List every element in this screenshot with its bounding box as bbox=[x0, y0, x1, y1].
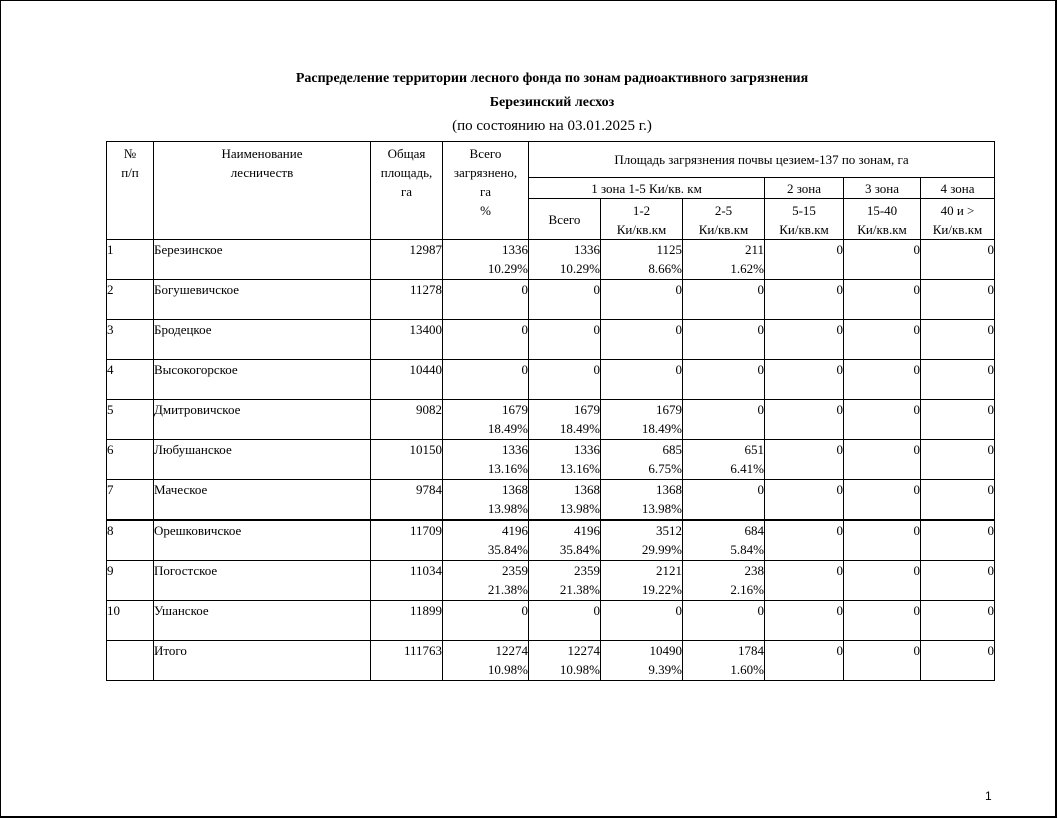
cell-z4: 0 bbox=[921, 601, 995, 641]
cell-total-value: 2359 bbox=[502, 563, 528, 578]
cell-total-value: 1336 bbox=[502, 442, 528, 457]
table-row bbox=[107, 240, 995, 280]
cell-area: 10440 bbox=[371, 360, 443, 400]
cell-z2: 0 bbox=[765, 280, 844, 320]
table-row bbox=[107, 641, 995, 681]
cell-z1-all-value: 0 bbox=[593, 322, 600, 337]
header-name bbox=[154, 142, 371, 240]
cell-z1-b-percent: 1.62% bbox=[730, 261, 764, 276]
header-zone3: 3 зона bbox=[844, 178, 921, 199]
table-row bbox=[107, 561, 995, 601]
cell-z1-all bbox=[529, 601, 601, 641]
cell-z1-a-percent: 13.98% bbox=[641, 501, 682, 516]
cell-z1-b-value: 0 bbox=[757, 282, 764, 297]
cell-num: 10 bbox=[107, 601, 154, 641]
cell-z1-a-percent: 6.75% bbox=[648, 461, 682, 476]
cell-area: 13400 bbox=[371, 320, 443, 360]
cell-z1-a bbox=[601, 641, 683, 681]
cell-z1-b bbox=[683, 561, 765, 601]
cell-z1-all-percent: 21.38% bbox=[559, 582, 600, 597]
cell-z1-all-percent: 18.49% bbox=[559, 421, 600, 436]
cell-z2: 0 bbox=[765, 520, 844, 561]
cell-z1-a bbox=[601, 561, 683, 601]
cell-z1-all-value: 0 bbox=[593, 282, 600, 297]
cell-total bbox=[443, 561, 529, 601]
cell-total-value: 0 bbox=[521, 282, 528, 297]
cell-total bbox=[443, 280, 529, 320]
header-z1-a bbox=[601, 199, 683, 240]
cell-z3: 0 bbox=[844, 440, 921, 480]
cell-z3: 0 bbox=[844, 561, 921, 601]
cell-z1-a-percent: 9.39% bbox=[648, 662, 682, 677]
cell-total-percent: 18.49% bbox=[487, 421, 528, 436]
cell-z1-a-value: 10490 bbox=[649, 643, 682, 658]
header-num bbox=[107, 142, 154, 240]
header-z4-line2: Ки/кв.км bbox=[932, 222, 983, 237]
header-contamination-group: Площадь загрязнения почвы цезием-137 по зонам, га bbox=[529, 142, 995, 178]
cell-total bbox=[443, 480, 529, 521]
header-num-line2: п/п bbox=[121, 165, 139, 180]
cell-z3: 0 bbox=[844, 240, 921, 280]
table-row bbox=[107, 400, 995, 440]
cell-num: 1 bbox=[107, 240, 154, 280]
cell-z1-b bbox=[683, 601, 765, 641]
header-z3 bbox=[844, 199, 921, 240]
cell-z1-all-value: 1336 bbox=[574, 442, 600, 457]
cell-z1-b bbox=[683, 360, 765, 400]
cell-z3: 0 bbox=[844, 641, 921, 681]
cell-z1-b-value: 0 bbox=[757, 402, 764, 417]
cell-z1-all bbox=[529, 360, 601, 400]
contamination-table bbox=[106, 141, 995, 681]
cell-z1-a-value: 0 bbox=[675, 282, 682, 297]
cell-z1-all-percent: 35.84% bbox=[559, 542, 600, 557]
cell-z4: 0 bbox=[921, 641, 995, 681]
header-name-line1: Наименование bbox=[221, 146, 303, 161]
cell-z1-a bbox=[601, 360, 683, 400]
cell-z2: 0 bbox=[765, 440, 844, 480]
cell-num: 5 bbox=[107, 400, 154, 440]
cell-z1-all-value: 1368 bbox=[574, 482, 600, 497]
cell-z4: 0 bbox=[921, 360, 995, 400]
cell-z1-a bbox=[601, 520, 683, 561]
table-row bbox=[107, 480, 995, 521]
cell-total-percent: 10.29% bbox=[487, 261, 528, 276]
cell-z1-b-value: 211 bbox=[744, 242, 764, 257]
cell-z1-a-percent: 19.22% bbox=[641, 582, 682, 597]
cell-z1-all-percent: 13.16% bbox=[559, 461, 600, 476]
cell-z2: 0 bbox=[765, 360, 844, 400]
cell-name: Березинское bbox=[154, 240, 371, 280]
cell-total-value: 1368 bbox=[502, 482, 528, 497]
header-area bbox=[371, 142, 443, 240]
cell-z4: 0 bbox=[921, 440, 995, 480]
cell-total bbox=[443, 320, 529, 360]
cell-z1-b bbox=[683, 400, 765, 440]
cell-z1-b bbox=[683, 240, 765, 280]
cell-total bbox=[443, 240, 529, 280]
cell-z1-all-value: 2359 bbox=[574, 563, 600, 578]
cell-z3: 0 bbox=[844, 280, 921, 320]
cell-z1-all-value: 4196 bbox=[574, 523, 600, 538]
cell-z1-a-value: 1368 bbox=[656, 482, 682, 497]
cell-num bbox=[107, 641, 154, 681]
cell-area: 9082 bbox=[371, 400, 443, 440]
header-z2 bbox=[765, 199, 844, 240]
cell-z4: 0 bbox=[921, 240, 995, 280]
cell-z1-all bbox=[529, 641, 601, 681]
cell-z4: 0 bbox=[921, 561, 995, 601]
cell-z1-b-percent: 6.41% bbox=[730, 461, 764, 476]
cell-total-percent: 35.84% bbox=[487, 542, 528, 557]
header-total-line1: Всего bbox=[469, 146, 502, 161]
report-date: (по состоянию на 03.01.2025 г.) bbox=[452, 118, 652, 134]
header-z4-line1: 40 и > bbox=[940, 203, 975, 218]
cell-z1-a bbox=[601, 280, 683, 320]
cell-num: 9 bbox=[107, 561, 154, 601]
cell-z2: 0 bbox=[765, 561, 844, 601]
cell-total-percent: 10.98% bbox=[487, 662, 528, 677]
table-row bbox=[107, 280, 995, 320]
cell-z2: 0 bbox=[765, 240, 844, 280]
cell-z1-all-percent: 13.98% bbox=[559, 501, 600, 516]
cell-name: Высокогорское bbox=[154, 360, 371, 400]
cell-area: 11709 bbox=[371, 520, 443, 561]
cell-total-value: 1679 bbox=[502, 402, 528, 417]
cell-z3: 0 bbox=[844, 400, 921, 440]
cell-z1-b-value: 0 bbox=[757, 603, 764, 618]
cell-area: 11899 bbox=[371, 601, 443, 641]
cell-total bbox=[443, 440, 529, 480]
cell-z1-b-value: 238 bbox=[744, 563, 764, 578]
cell-z1-a-value: 0 bbox=[675, 322, 682, 337]
table-row bbox=[107, 601, 995, 641]
cell-z1-a-value: 1125 bbox=[656, 242, 682, 257]
cell-name: Любушанское bbox=[154, 440, 371, 480]
header-name-line2: лесничеств bbox=[230, 165, 294, 180]
table-row bbox=[107, 520, 995, 561]
cell-z1-a bbox=[601, 480, 683, 521]
cell-z1-all bbox=[529, 240, 601, 280]
header-z1-b-line2: Ки/кв.км bbox=[698, 222, 749, 237]
cell-z3: 0 bbox=[844, 480, 921, 521]
cell-z1-all bbox=[529, 320, 601, 360]
cell-name: Итого bbox=[154, 641, 371, 681]
header-num-line1: № bbox=[123, 146, 137, 161]
header-area-line3: га bbox=[400, 184, 413, 199]
cell-z1-all bbox=[529, 440, 601, 480]
cell-area: 10150 bbox=[371, 440, 443, 480]
cell-z3: 0 bbox=[844, 320, 921, 360]
cell-name: Ушанское bbox=[154, 601, 371, 641]
cell-z1-all-value: 0 bbox=[593, 603, 600, 618]
cell-z1-a-value: 3512 bbox=[656, 523, 682, 538]
cell-z1-a bbox=[601, 601, 683, 641]
cell-z1-all bbox=[529, 480, 601, 521]
report-title: Распределение территории лесного фонда по зонам радиоактивного загрязнения bbox=[295, 71, 809, 86]
cell-total bbox=[443, 360, 529, 400]
cell-z1-a-value: 685 bbox=[662, 442, 682, 457]
cell-z1-b-value: 0 bbox=[757, 322, 764, 337]
cell-total-percent: 21.38% bbox=[487, 582, 528, 597]
header-z2-line1: 5-15 bbox=[792, 203, 816, 218]
cell-z3: 0 bbox=[844, 601, 921, 641]
header-z1-b-line1: 2-5 bbox=[714, 203, 733, 218]
cell-total-value: 0 bbox=[521, 362, 528, 377]
cell-z4: 0 bbox=[921, 280, 995, 320]
cell-area: 12987 bbox=[371, 240, 443, 280]
cell-num: 4 bbox=[107, 360, 154, 400]
cell-total-value: 0 bbox=[521, 603, 528, 618]
cell-z1-a bbox=[601, 440, 683, 480]
header-total bbox=[443, 142, 529, 240]
header-zone2: 2 зона bbox=[765, 178, 844, 199]
cell-name: Богушевичское bbox=[154, 280, 371, 320]
cell-z1-all-percent: 10.29% bbox=[559, 261, 600, 276]
cell-z1-all-value: 0 bbox=[593, 362, 600, 377]
cell-z4: 0 bbox=[921, 320, 995, 360]
cell-total bbox=[443, 641, 529, 681]
cell-z1-all-value: 12274 bbox=[567, 643, 600, 658]
cell-total-value: 12274 bbox=[495, 643, 528, 658]
cell-z1-b-value: 684 bbox=[744, 523, 764, 538]
forestry-name: Березинский лесхоз bbox=[489, 95, 615, 110]
cell-name: Погостское bbox=[154, 561, 371, 601]
header-z1-a-line2: Ки/кв.км bbox=[616, 222, 667, 237]
cell-name: Бродецкое bbox=[154, 320, 371, 360]
cell-name: Орешковичское bbox=[154, 520, 371, 561]
header-z1-a-line1: 1-2 bbox=[632, 203, 651, 218]
cell-z1-b-percent: 1.60% bbox=[730, 662, 764, 677]
cell-z1-b-value: 1784 bbox=[738, 643, 764, 658]
cell-z2: 0 bbox=[765, 601, 844, 641]
cell-z1-a-percent: 18.49% bbox=[641, 421, 682, 436]
cell-z1-b bbox=[683, 280, 765, 320]
cell-num: 2 bbox=[107, 280, 154, 320]
cell-z1-b-value: 0 bbox=[757, 362, 764, 377]
cell-z1-b bbox=[683, 320, 765, 360]
table-row bbox=[107, 440, 995, 480]
cell-z1-a-percent: 8.66% bbox=[648, 261, 682, 276]
cell-z1-all bbox=[529, 520, 601, 561]
cell-total bbox=[443, 601, 529, 641]
header-z4 bbox=[921, 199, 995, 240]
table-row bbox=[107, 320, 995, 360]
header-total-line2: загрязнено, bbox=[453, 165, 518, 180]
cell-total-percent: 13.98% bbox=[487, 501, 528, 516]
header-total-line3: га bbox=[479, 184, 492, 199]
page-number: 1 bbox=[985, 789, 992, 803]
cell-z4: 0 bbox=[921, 480, 995, 521]
cell-z1-b bbox=[683, 440, 765, 480]
cell-area: 11034 bbox=[371, 561, 443, 601]
cell-z1-b-value: 0 bbox=[757, 482, 764, 497]
cell-num: 7 bbox=[107, 480, 154, 521]
cell-z1-all-value: 1336 bbox=[574, 242, 600, 257]
header-z3-line2: Ки/кв.км bbox=[857, 222, 907, 237]
cell-name: Дмитровичское bbox=[154, 400, 371, 440]
header-z2-line2: Ки/кв.км bbox=[779, 222, 829, 237]
cell-z1-a bbox=[601, 400, 683, 440]
cell-z3: 0 bbox=[844, 520, 921, 561]
header-z1-b bbox=[683, 199, 765, 240]
cell-total bbox=[443, 520, 529, 561]
cell-z1-b-value: 651 bbox=[744, 442, 764, 457]
cell-area: 9784 bbox=[371, 480, 443, 521]
header-area-line1: Общая bbox=[387, 146, 426, 161]
cell-z1-all bbox=[529, 400, 601, 440]
cell-z2: 0 bbox=[765, 320, 844, 360]
cell-z1-a bbox=[601, 320, 683, 360]
header-zone1: 1 зона 1-5 Ки/кв. км bbox=[529, 178, 765, 199]
cell-z1-all bbox=[529, 561, 601, 601]
cell-z2: 0 bbox=[765, 400, 844, 440]
cell-z3: 0 bbox=[844, 360, 921, 400]
cell-z1-all-percent: 10.98% bbox=[559, 662, 600, 677]
cell-z2: 0 bbox=[765, 641, 844, 681]
cell-z1-b bbox=[683, 520, 765, 561]
header-z3-line1: 15-40 bbox=[866, 203, 898, 218]
header-zone4: 4 зона bbox=[921, 178, 995, 199]
cell-z4: 0 bbox=[921, 520, 995, 561]
table-body bbox=[107, 240, 995, 681]
cell-num: 8 bbox=[107, 520, 154, 561]
cell-total-value: 4196 bbox=[502, 523, 528, 538]
cell-z1-a-percent: 29.99% bbox=[641, 542, 682, 557]
cell-name: Маческое bbox=[154, 480, 371, 521]
cell-z1-a-value: 2121 bbox=[656, 563, 682, 578]
cell-total-value: 0 bbox=[521, 322, 528, 337]
cell-z1-a bbox=[601, 240, 683, 280]
cell-z1-a-value: 0 bbox=[675, 362, 682, 377]
cell-z1-a-value: 0 bbox=[675, 603, 682, 618]
table-row bbox=[107, 360, 995, 400]
cell-z1-b bbox=[683, 480, 765, 521]
cell-total bbox=[443, 400, 529, 440]
cell-z2: 0 bbox=[765, 480, 844, 521]
cell-z1-a-value: 1679 bbox=[656, 402, 682, 417]
header-total-line4: % bbox=[480, 203, 491, 218]
cell-z1-all-value: 1679 bbox=[574, 402, 600, 417]
cell-area: 111763 bbox=[371, 641, 443, 681]
cell-area: 11278 bbox=[371, 280, 443, 320]
cell-z1-b bbox=[683, 641, 765, 681]
cell-num: 3 bbox=[107, 320, 154, 360]
header-area-line2: площадь, bbox=[380, 165, 433, 180]
cell-z1-b-percent: 2.16% bbox=[730, 582, 764, 597]
cell-z1-all bbox=[529, 280, 601, 320]
cell-z1-b-percent: 5.84% bbox=[730, 542, 764, 557]
cell-total-value: 1336 bbox=[502, 242, 528, 257]
cell-num: 6 bbox=[107, 440, 154, 480]
cell-total-percent: 13.16% bbox=[487, 461, 528, 476]
cell-z4: 0 bbox=[921, 400, 995, 440]
header-z1-all: Всего bbox=[529, 199, 601, 240]
